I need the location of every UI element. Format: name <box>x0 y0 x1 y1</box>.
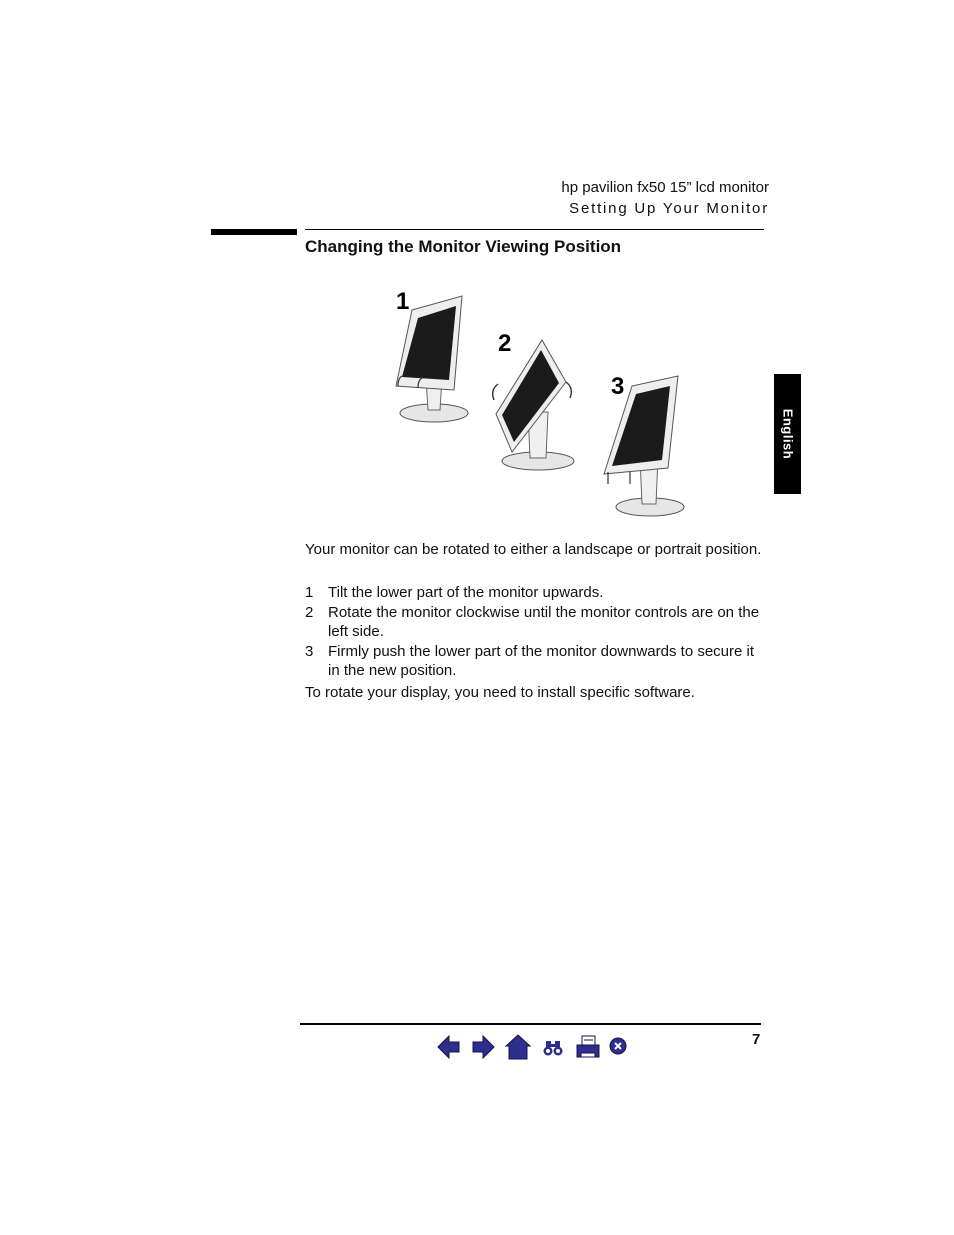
language-side-tab <box>774 374 801 494</box>
figure-label-3: 3 <box>611 373 625 400</box>
next-page-button[interactable] <box>470 1033 496 1061</box>
footer-rule <box>300 1023 761 1025</box>
software-note: To rotate your display, you need to install specific software. <box>305 684 695 701</box>
header-product: hp pavilion fx50 15” lcd monitor <box>561 179 769 196</box>
home-button[interactable] <box>505 1033 531 1061</box>
step-item <box>305 583 765 602</box>
section-marker-bar <box>211 229 297 235</box>
step-text: Rotate the monitor clockwise until the monitor controls are on the left side. <box>328 604 760 640</box>
step-text: Firmly push the lower part of the monitor downwards to secure it in the new position. <box>328 643 755 679</box>
step-item <box>305 642 765 680</box>
step-number: 2 <box>305 604 314 621</box>
language-tab-label: English <box>780 408 795 460</box>
monitor-2-illustration <box>493 340 574 470</box>
search-icon <box>540 1033 566 1061</box>
monitor-rotation-figure <box>370 282 700 522</box>
previous-page-button[interactable] <box>436 1033 462 1061</box>
intro-paragraph: Your monitor can be rotated to either a landscape or portrait position. <box>305 541 762 558</box>
search-button[interactable] <box>540 1033 566 1061</box>
print-icon <box>575 1033 601 1061</box>
next-page-icon <box>470 1033 496 1061</box>
step-number: 1 <box>305 584 314 601</box>
section-title: Changing the Monitor Viewing Position <box>305 237 622 256</box>
header-rule <box>305 229 764 230</box>
figure-label-2: 2 <box>498 330 512 357</box>
header-chapter: Setting Up Your Monitor <box>569 200 769 217</box>
close-icon <box>608 1033 634 1061</box>
previous-page-icon <box>436 1033 462 1061</box>
navigation-bar <box>436 1033 632 1061</box>
home-icon <box>505 1033 531 1061</box>
step-text: Tilt the lower part of the monitor upwards. <box>328 584 604 601</box>
step-number: 3 <box>305 643 314 660</box>
step-item <box>305 603 765 641</box>
figure-label-1: 1 <box>396 288 410 315</box>
close-button[interactable] <box>608 1033 634 1061</box>
print-button[interactable] <box>575 1033 601 1061</box>
page-number: 7 <box>752 1031 761 1048</box>
